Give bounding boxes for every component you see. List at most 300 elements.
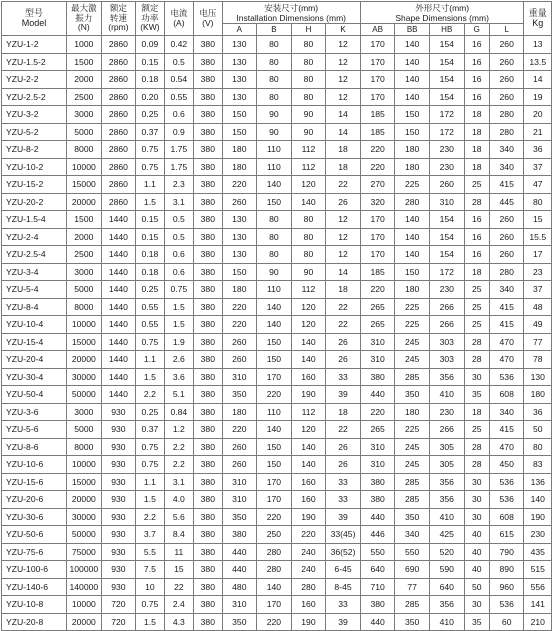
cell-k: 26 [326,438,361,456]
cell-power: 0.25 [136,403,164,421]
cell-hb: 154 [429,246,464,264]
cell-weight: 77 [524,333,552,351]
cell-b: 140 [257,421,292,439]
cell-bb: 225 [395,298,430,316]
cell-force: 10000 [67,456,102,474]
cell-hb: 425 [429,526,464,544]
cell-b: 150 [257,193,292,211]
cell-ab: 550 [360,543,395,561]
cell-speed: 1440 [101,263,136,281]
cell-current: 0.9 [164,123,193,141]
cell-a: 350 [222,508,257,526]
cell-voltage: 380 [194,438,222,456]
cell-power: 0.75 [136,438,164,456]
cell-a: 220 [222,316,257,334]
cell-current: 0.6 [164,246,193,264]
table-row [2,158,552,176]
cell-g: 40 [464,543,489,561]
table-row [2,176,552,194]
cell-l: 470 [489,438,524,456]
cell-ab: 220 [360,158,395,176]
cell-ab: 170 [360,71,395,89]
cell-weight: 78 [524,351,552,369]
cell-ab: 265 [360,298,395,316]
cell-bb: 340 [395,526,430,544]
cell-k: 14 [326,106,361,124]
cell-bb: 225 [395,176,430,194]
cell-model: YZU-20-2 [2,193,67,211]
cell-ab: 170 [360,211,395,229]
cell-power: 0.18 [136,263,164,281]
cell-voltage: 380 [194,526,222,544]
cell-h: 280 [291,578,326,596]
cell-l: 280 [489,106,524,124]
cell-power: 0.75 [136,141,164,159]
cell-a: 220 [222,176,257,194]
cell-speed: 930 [101,526,136,544]
header-power: 额定 功率 (KW) [136,2,164,36]
cell-b: 220 [257,613,292,631]
cell-b: 80 [257,246,292,264]
cell-ab: 640 [360,561,395,579]
cell-g: 35 [464,386,489,404]
cell-force: 5000 [67,281,102,299]
cell-k: 36(52) [326,543,361,561]
cell-hb: 154 [429,71,464,89]
cell-h: 160 [291,596,326,614]
cell-speed: 1440 [101,386,136,404]
cell-k: 33(45) [326,526,361,544]
table-row [2,578,552,596]
cell-g: 16 [464,71,489,89]
cell-g: 25 [464,316,489,334]
cell-hb: 356 [429,473,464,491]
cell-model: YZU-10-8 [2,596,67,614]
cell-k: 33 [326,473,361,491]
cell-l: 415 [489,316,524,334]
cell-h: 140 [291,333,326,351]
cell-l: 260 [489,36,524,54]
header-col-ab: AB [360,24,395,36]
table-row [2,281,552,299]
cell-power: 5.5 [136,543,164,561]
cell-current: 5.6 [164,508,193,526]
cell-g: 35 [464,613,489,631]
cell-current: 15 [164,561,193,579]
table-row [2,351,552,369]
header-voltage: 电压 (V) [194,2,222,36]
cell-speed: 2860 [101,193,136,211]
cell-speed: 1440 [101,281,136,299]
cell-model: YZU-1.5-2 [2,53,67,71]
cell-l: 470 [489,333,524,351]
cell-model: YZU-75-6 [2,543,67,561]
cell-ab: 170 [360,228,395,246]
cell-weight: 48 [524,298,552,316]
cell-a: 350 [222,386,257,404]
cell-force: 5000 [67,123,102,141]
cell-b: 170 [257,596,292,614]
cell-b: 170 [257,473,292,491]
cell-a: 440 [222,561,257,579]
cell-power: 1.5 [136,368,164,386]
header-weight: 重量 Kg [524,2,552,36]
cell-k: 18 [326,281,361,299]
cell-l: 260 [489,228,524,246]
cell-voltage: 380 [194,106,222,124]
cell-weight: 50 [524,421,552,439]
cell-force: 100000 [67,561,102,579]
cell-b: 80 [257,211,292,229]
cell-hb: 520 [429,543,464,561]
cell-weight: 36 [524,403,552,421]
cell-ab: 380 [360,473,395,491]
cell-ab: 440 [360,613,395,631]
cell-a: 310 [222,491,257,509]
cell-h: 120 [291,316,326,334]
cell-a: 260 [222,193,257,211]
cell-h: 140 [291,193,326,211]
cell-hb: 356 [429,596,464,614]
cell-weight: 19 [524,88,552,106]
cell-current: 2.2 [164,456,193,474]
cell-weight: 20 [524,106,552,124]
cell-ab: 310 [360,351,395,369]
cell-a: 380 [222,526,257,544]
cell-ab: 220 [360,141,395,159]
cell-b: 150 [257,456,292,474]
cell-voltage: 380 [194,333,222,351]
cell-force: 50000 [67,526,102,544]
cell-speed: 930 [101,561,136,579]
cell-l: 536 [489,491,524,509]
cell-ab: 170 [360,246,395,264]
cell-a: 180 [222,403,257,421]
cell-model: YZU-30-6 [2,508,67,526]
cell-bb: 225 [395,316,430,334]
table-header [2,2,552,36]
cell-voltage: 380 [194,508,222,526]
cell-voltage: 380 [194,351,222,369]
cell-current: 2.3 [164,176,193,194]
cell-k: 39 [326,386,361,404]
cell-current: 0.6 [164,106,193,124]
cell-current: 0.5 [164,53,193,71]
cell-hb: 154 [429,88,464,106]
cell-power: 0.37 [136,123,164,141]
cell-weight: 23 [524,263,552,281]
cell-b: 80 [257,71,292,89]
cell-voltage: 380 [194,246,222,264]
cell-bb: 140 [395,246,430,264]
cell-b: 80 [257,88,292,106]
cell-bb: 150 [395,106,430,124]
cell-l: 415 [489,298,524,316]
cell-voltage: 380 [194,368,222,386]
cell-bb: 180 [395,141,430,159]
cell-weight: 190 [524,508,552,526]
cell-h: 80 [291,36,326,54]
cell-speed: 2860 [101,88,136,106]
cell-g: 40 [464,561,489,579]
cell-force: 10000 [67,316,102,334]
cell-force: 2500 [67,88,102,106]
cell-l: 608 [489,386,524,404]
cell-bb: 140 [395,211,430,229]
table-row [2,71,552,89]
cell-k: 22 [326,316,361,334]
table-row [2,193,552,211]
cell-a: 150 [222,106,257,124]
cell-model: YZU-20-4 [2,351,67,369]
cell-model: YZU-8-4 [2,298,67,316]
cell-speed: 2860 [101,158,136,176]
cell-speed: 930 [101,438,136,456]
cell-model: YZU-15-2 [2,176,67,194]
cell-power: 0.15 [136,228,164,246]
cell-voltage: 380 [194,53,222,71]
cell-h: 190 [291,508,326,526]
cell-g: 28 [464,333,489,351]
cell-b: 170 [257,491,292,509]
cell-voltage: 380 [194,316,222,334]
header-col-b: B [257,24,292,36]
cell-weight: 140 [524,491,552,509]
cell-speed: 930 [101,473,136,491]
cell-h: 190 [291,613,326,631]
cell-a: 130 [222,71,257,89]
cell-force: 2000 [67,228,102,246]
cell-l: 340 [489,141,524,159]
cell-a: 260 [222,438,257,456]
cell-b: 90 [257,263,292,281]
cell-bb: 245 [395,351,430,369]
cell-g: 28 [464,438,489,456]
cell-model: YZU-2-4 [2,228,67,246]
cell-a: 350 [222,613,257,631]
cell-force: 1000 [67,36,102,54]
cell-current: 0.42 [164,36,193,54]
cell-force: 3000 [67,263,102,281]
cell-a: 130 [222,211,257,229]
cell-l: 445 [489,193,524,211]
cell-bb: 690 [395,561,430,579]
cell-force: 75000 [67,543,102,561]
cell-h: 90 [291,106,326,124]
cell-a: 130 [222,228,257,246]
cell-voltage: 380 [194,456,222,474]
cell-g: 18 [464,123,489,141]
cell-speed: 1440 [101,228,136,246]
cell-ab: 710 [360,578,395,596]
cell-power: 1.5 [136,193,164,211]
cell-k: 8-45 [326,578,361,596]
cell-l: 280 [489,263,524,281]
cell-b: 150 [257,351,292,369]
cell-model: YZU-2.5-4 [2,246,67,264]
cell-bb: 245 [395,456,430,474]
cell-power: 0.18 [136,71,164,89]
cell-power: 0.55 [136,316,164,334]
cell-ab: 310 [360,333,395,351]
table-row [2,228,552,246]
cell-k: 26 [326,456,361,474]
cell-a: 180 [222,158,257,176]
cell-model: YZU-20-6 [2,491,67,509]
cell-speed: 930 [101,543,136,561]
header-shape-dimensions: 外形尺寸(mm) Shape Dimensions (mm) [360,2,524,24]
cell-ab: 310 [360,438,395,456]
cell-hb: 410 [429,613,464,631]
cell-k: 22 [326,176,361,194]
cell-current: 2.4 [164,596,193,614]
cell-force: 20000 [67,351,102,369]
cell-weight: 14 [524,71,552,89]
cell-speed: 930 [101,508,136,526]
cell-force: 1500 [67,53,102,71]
cell-voltage: 380 [194,36,222,54]
cell-b: 90 [257,106,292,124]
cell-current: 2.2 [164,438,193,456]
cell-k: 18 [326,141,361,159]
cell-l: 415 [489,421,524,439]
cell-h: 80 [291,71,326,89]
cell-ab: 440 [360,386,395,404]
cell-k: 26 [326,333,361,351]
cell-hb: 154 [429,53,464,71]
cell-power: 3.7 [136,526,164,544]
cell-h: 80 [291,246,326,264]
cell-weight: 21 [524,123,552,141]
cell-a: 150 [222,263,257,281]
cell-force: 2000 [67,71,102,89]
cell-b: 80 [257,53,292,71]
cell-voltage: 380 [194,613,222,631]
cell-k: 6-45 [326,561,361,579]
cell-power: 0.25 [136,281,164,299]
cell-l: 890 [489,561,524,579]
spec-table-container [1,1,552,631]
cell-a: 220 [222,298,257,316]
cell-weight: 15.5 [524,228,552,246]
cell-weight: 136 [524,473,552,491]
cell-voltage: 380 [194,71,222,89]
cell-speed: 2860 [101,106,136,124]
cell-k: 18 [326,403,361,421]
cell-g: 25 [464,176,489,194]
cell-current: 5.1 [164,386,193,404]
cell-l: 415 [489,176,524,194]
cell-hb: 303 [429,333,464,351]
cell-speed: 2860 [101,176,136,194]
table-row [2,508,552,526]
cell-hb: 172 [429,123,464,141]
cell-g: 16 [464,53,489,71]
cell-l: 536 [489,368,524,386]
cell-g: 30 [464,368,489,386]
cell-power: 0.18 [136,246,164,264]
header-installation-dimensions: 安装尺寸(mm) Installation Dimensions (mm) [222,2,360,24]
table-row [2,368,552,386]
cell-a: 180 [222,281,257,299]
cell-force: 1500 [67,211,102,229]
cell-g: 30 [464,473,489,491]
cell-g: 40 [464,526,489,544]
cell-force: 3000 [67,106,102,124]
cell-weight: 13 [524,36,552,54]
cell-h: 240 [291,561,326,579]
table-row [2,316,552,334]
cell-model: YZU-1-2 [2,36,67,54]
cell-g: 30 [464,508,489,526]
cell-bb: 225 [395,421,430,439]
cell-k: 14 [326,263,361,281]
cell-weight: 230 [524,526,552,544]
cell-bb: 77 [395,578,430,596]
cell-force: 20000 [67,491,102,509]
cell-k: 33 [326,596,361,614]
cell-h: 120 [291,421,326,439]
cell-voltage: 380 [194,561,222,579]
cell-g: 25 [464,281,489,299]
table-row [2,473,552,491]
cell-ab: 380 [360,596,395,614]
header-col-bb: BB [395,24,430,36]
cell-model: YZU-5-4 [2,281,67,299]
cell-l: 450 [489,456,524,474]
cell-k: 26 [326,193,361,211]
cell-voltage: 380 [194,543,222,561]
cell-speed: 930 [101,403,136,421]
cell-power: 0.55 [136,298,164,316]
cell-k: 39 [326,508,361,526]
table-row [2,491,552,509]
cell-l: 260 [489,53,524,71]
table-row [2,613,552,631]
cell-g: 16 [464,88,489,106]
cell-power: 0.75 [136,333,164,351]
cell-power: 1.5 [136,613,164,631]
cell-l: 260 [489,71,524,89]
cell-power: 0.20 [136,88,164,106]
cell-g: 18 [464,106,489,124]
cell-ab: 320 [360,193,395,211]
cell-g: 18 [464,403,489,421]
cell-l: 615 [489,526,524,544]
cell-a: 260 [222,333,257,351]
cell-speed: 1440 [101,246,136,264]
cell-weight: 49 [524,316,552,334]
cell-k: 14 [326,123,361,141]
cell-h: 112 [291,158,326,176]
cell-current: 4.0 [164,491,193,509]
cell-l: 470 [489,351,524,369]
cell-power: 0.15 [136,211,164,229]
cell-bb: 245 [395,333,430,351]
cell-h: 80 [291,53,326,71]
cell-g: 30 [464,596,489,614]
cell-current: 4.3 [164,613,193,631]
cell-model: YZU-15-6 [2,473,67,491]
cell-weight: 80 [524,438,552,456]
cell-bb: 150 [395,263,430,281]
cell-ab: 185 [360,263,395,281]
table-row [2,106,552,124]
cell-hb: 640 [429,578,464,596]
cell-ab: 220 [360,281,395,299]
table-body [2,36,552,631]
cell-bb: 350 [395,386,430,404]
